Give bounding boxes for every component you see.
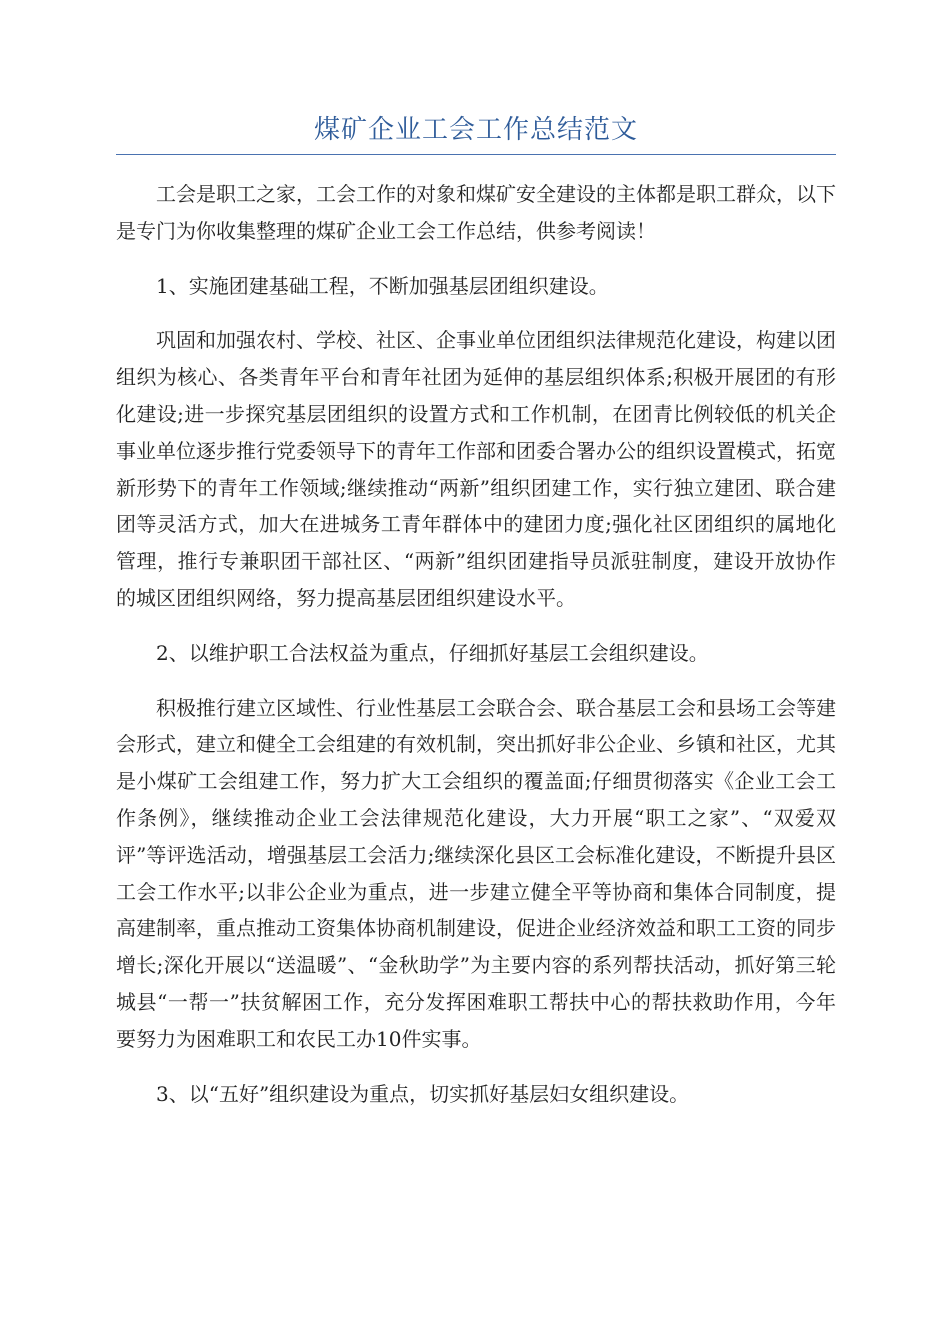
section-heading-3: 3、以“五好”组织建设为重点，切实抓好基层妇女组织建设。 [156, 1081, 690, 1106]
title-underline [116, 154, 836, 155]
document-title: 煤矿企业工会工作总结范文 [313, 115, 638, 145]
section-body-1: 巩固和加强农村、学校、社区、企事业单位团组织法律规范化建设，构建以团组织为核心、各类青年平台和青年社团为延伸的基层组织体系;积极开展团的有形化建设;进一步探究基层团组织的设置方式和工作机制，在团青比例较低的机关企事业单位逐步推行党委领导下的青年工作部和团委合署办公的组织设置模式，拓宽新形势下的青年工作领域;继续推动“两新”组织团建工作，实行独立建团、联合建团等灵活方式，加大在进城务工青年群体中的建团力度;强化社区团组织的属地化管理，推行专兼职团干部社区、“两新”组织团建指导员派驻制度，建设开放协作的城区团组织网络，努力提高基层团组织建设水平。 [116, 328, 836, 610]
section-heading-1: 1、实施团建基础工程，不断加强基层团组织建设。 [156, 273, 609, 298]
section-body-2: 积极推行建立区域性、行业性基层工会联合会、联合基层工会和县场工会等建会形式，建立和健全工会组建的有效机制，突出抓好非公企业、乡镇和社区，尤其是小煤矿工会组建工作，努力扩大工会组织的覆盖面;仔细贯彻落实《企业工会工作条例》，继续推动企业工会法律规范化建设，大力开展“职工之家”、“双爱双评”等评选活动，增强基层工会活力;继续深化县区工会标准化建设，不断提升县区工会工作水平;以非公企业为重点，进一步建立健全平等协商和集体合同制度，提高建制率，重点推动工资集体协商机制建设，促进企业经济效益和职工工资的同步增长;深化开展以“送温暖”、“金秋助学”为主要内容的系列帮扶活动，抓好第三轮城县“一帮一”扶贫解困工作，充分发挥困难职工帮扶中心的帮扶救助作用，今年要努力为困难职工和农民工办10件实事。 [116, 695, 836, 1051]
title-block [116, 112, 836, 148]
section-heading-2: 2、以维护职工合法权益为重点，仔细抓好基层工会组织建设。 [156, 640, 709, 665]
document-body [116, 176, 836, 1130]
intro-paragraph: 工会是职工之家，工会工作的对象和煤矿安全建设的主体都是职工群众，以下是专门为你收集整理的煤矿企业工会工作总结，供参考阅读！ [116, 182, 836, 243]
